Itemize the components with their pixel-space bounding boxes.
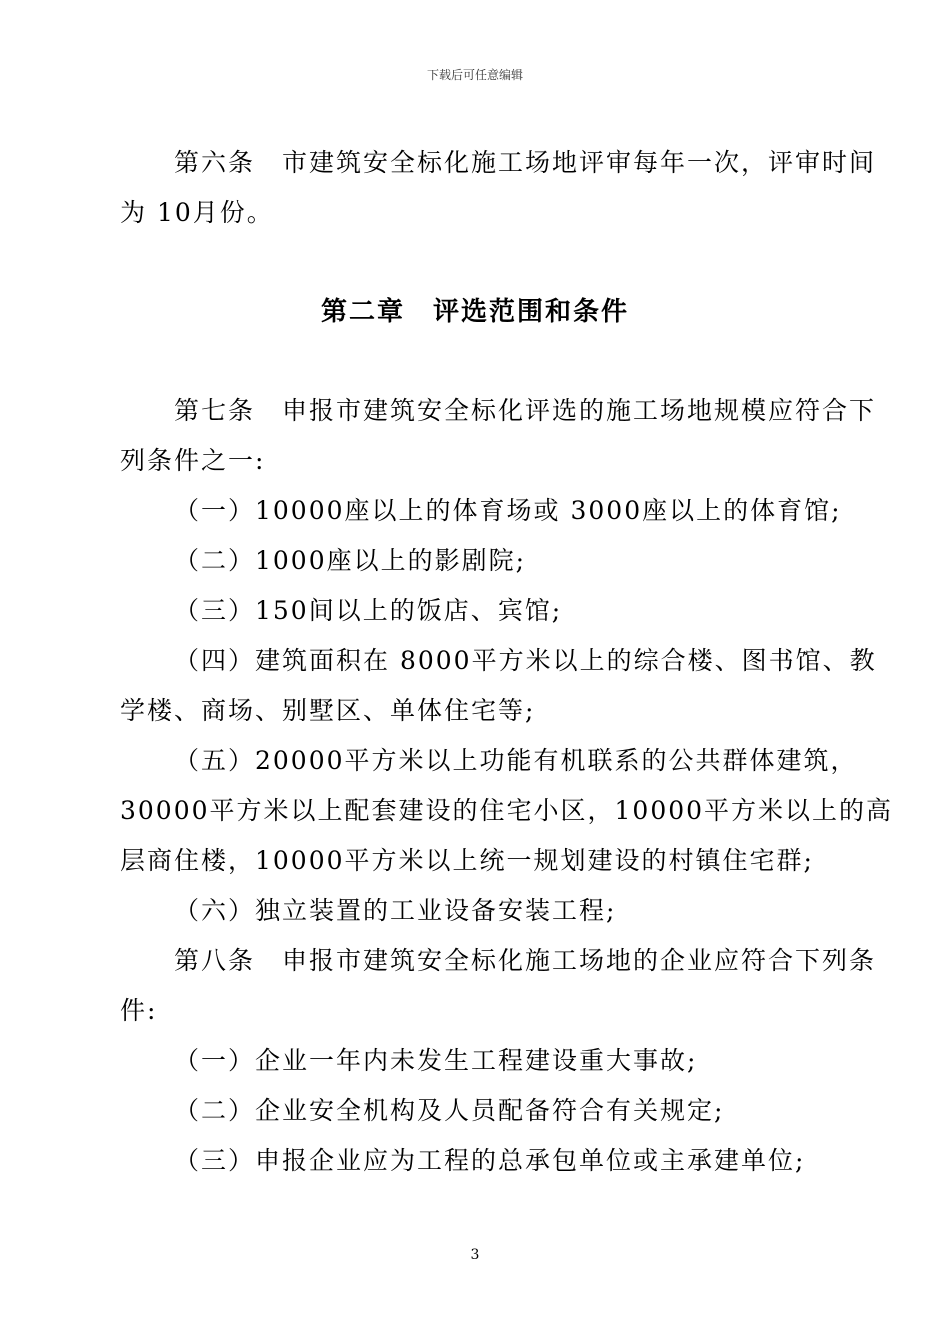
article7-line2: 列条件之一: — [120, 446, 266, 475]
article7-item-5-line1: （五）20000平方米以上功能有机联系的公共群体建筑， — [174, 746, 858, 775]
article8-line1: 第八条 申报市建筑安全标化施工场地的企业应符合下列条 — [174, 946, 877, 975]
article6-line2: 为 10月份。 — [120, 198, 274, 227]
article7-item-2: （二）1000座以上的影剧院; — [174, 546, 527, 575]
article7-line1: 第七条 申报市建筑安全标化评选的施工场地规模应符合下 — [174, 396, 877, 425]
article7-item-5-line3: 层商住楼，10000平方米以上统一规划建设的村镇住宅群; — [120, 846, 814, 875]
article8-item-1: （一）企业一年内未发生工程建设重大事故; — [174, 1046, 698, 1075]
article7-item-5-line2: 30000平方米以上配套建设的住宅小区，10000平方米以上的高 — [120, 796, 894, 825]
page-header: 下载后可任意编辑 — [426, 68, 523, 82]
article7-item-6: （六）独立装置的工业设备安装工程; — [174, 896, 617, 925]
article7-item-4-line2: 学楼、商场、别墅区、单体住宅等; — [120, 696, 536, 725]
article8-item-3: （三）申报企业应为工程的总承包单位或主承建单位; — [174, 1146, 806, 1175]
article8-line2: 件: — [120, 996, 158, 1025]
article7-item-4-line1: （四）建筑面积在 8000平方米以上的综合楼、图书馆、教 — [174, 646, 877, 675]
article7-item-1: （一）10000座以上的体育场或 3000座以上的体育馆; — [174, 496, 842, 525]
article8-item-2: （二）企业安全机构及人员配备符合有关规定; — [174, 1096, 725, 1125]
article6-line1: 第六条 市建筑安全标化施工场地评审每年一次，评审时间 — [174, 148, 877, 177]
article7-item-3: （三）150间以上的饭店、宾馆; — [174, 596, 563, 625]
chapter-title: 第二章 评选范围和条件 — [320, 297, 629, 327]
page-number: 3 — [470, 1247, 480, 1263]
